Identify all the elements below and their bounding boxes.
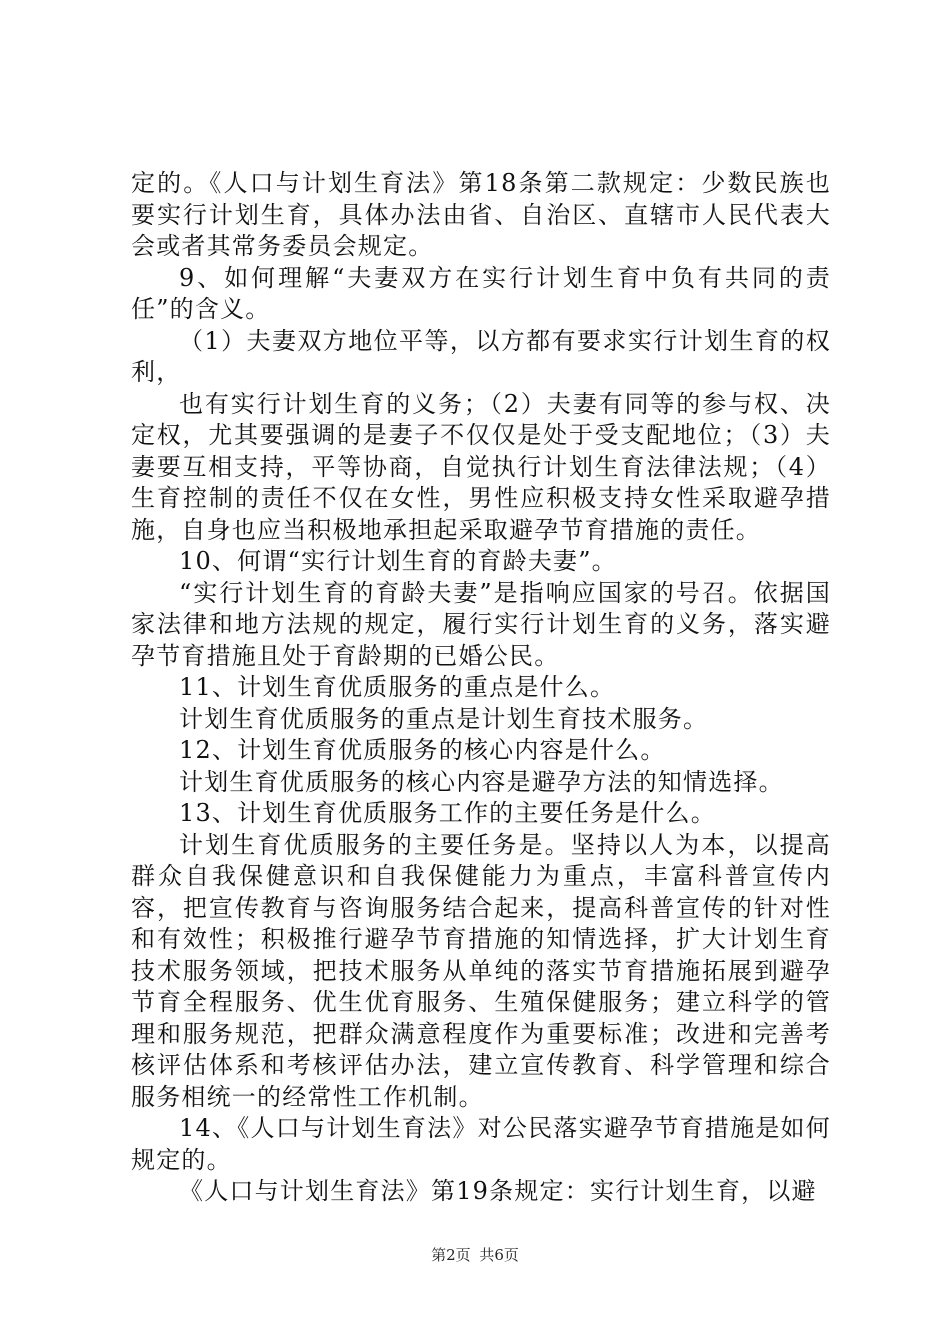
paragraph: 计划生育优质服务的重点是计划生育技术服务。 (179, 704, 709, 733)
paragraph: （1）夫妻双方地位平等，以方都有要求实行计划生育的权利， (131, 326, 831, 386)
paragraph: 9、如何理解“夫妻双方在实行计划生育中负有共同的责任”的含义。 (131, 263, 831, 323)
paragraph: 10、何谓“实行计划生育的育龄夫妻”。 (179, 547, 617, 575)
page-total: 共6页 (479, 1246, 519, 1264)
paragraph: “实行计划生育的育龄夫妻”是指响应国家的号召。依据国家法律和地方法规的规定，履行实行计划生育的义务，落实避孕节育措施且处于育龄期的已婚公民。 (131, 578, 831, 670)
paragraph: 12、计划生育优质服务的核心内容是什么。 (179, 736, 666, 764)
page-footer (0, 1244, 950, 1265)
paragraph: 计划生育优质服务的主要任务是。坚持以人为本，以提高群众自我保健意识和自我保健能力为重点，丰富科普宣传内容，把宣传教育与咨询服务结合起来，提高科普宣传的针对性和有效性；积极推行避孕节育措施的知情选择，扩大计划生育技术服务领域，把技术服务从单纯的落实节育措施拓展到避孕节育全程服务、优生优育服务、生殖保健服务；建立科学的管理和服务规范，把群众满意程度作为重要标准；改进和完善考核评估体系和考核评估办法，建立宣传教育、科学管理和综合服务相统一的经常性工作机制。 (131, 830, 831, 1111)
paragraph: 11、计划生育优质服务的重点是什么。 (179, 673, 616, 701)
document-body (131, 168, 831, 1208)
paragraph: 13、计划生育优质服务工作的主要任务是什么。 (179, 799, 716, 827)
page-number: 第2页 (431, 1246, 471, 1264)
paragraph: 《人口与计划生育法》第19条规定：实行计划生育，以避 (179, 1177, 817, 1205)
paragraph: 也有实行计划生育的义务；（2）夫妻有同等的参与权、决定权，尤其要强调的是妻子不仅仅是处于受支配地位；（3）夫妻要互相支持，平等协商，自觉执行计划生育法律法规；（4）生育控制的责任不仅在女性，男性应积极支持女性采取避孕措施，自身也应当积极地承担起采取避孕节育措施的责任。 (131, 389, 831, 544)
paragraph: 14、《人口与计划生育法》对公民落实避孕节育措施是如何规定的。 (131, 1114, 831, 1174)
paragraph: 计划生育优质服务的核心内容是避孕方法的知情选择。 (179, 767, 784, 796)
paragraph: 定的。《人口与计划生育法》第18条第二款规定：少数民族也要实行计划生育，具体办法由省、自治区、直辖市人民代表大会或者其常务委员会规定。 (131, 169, 831, 260)
